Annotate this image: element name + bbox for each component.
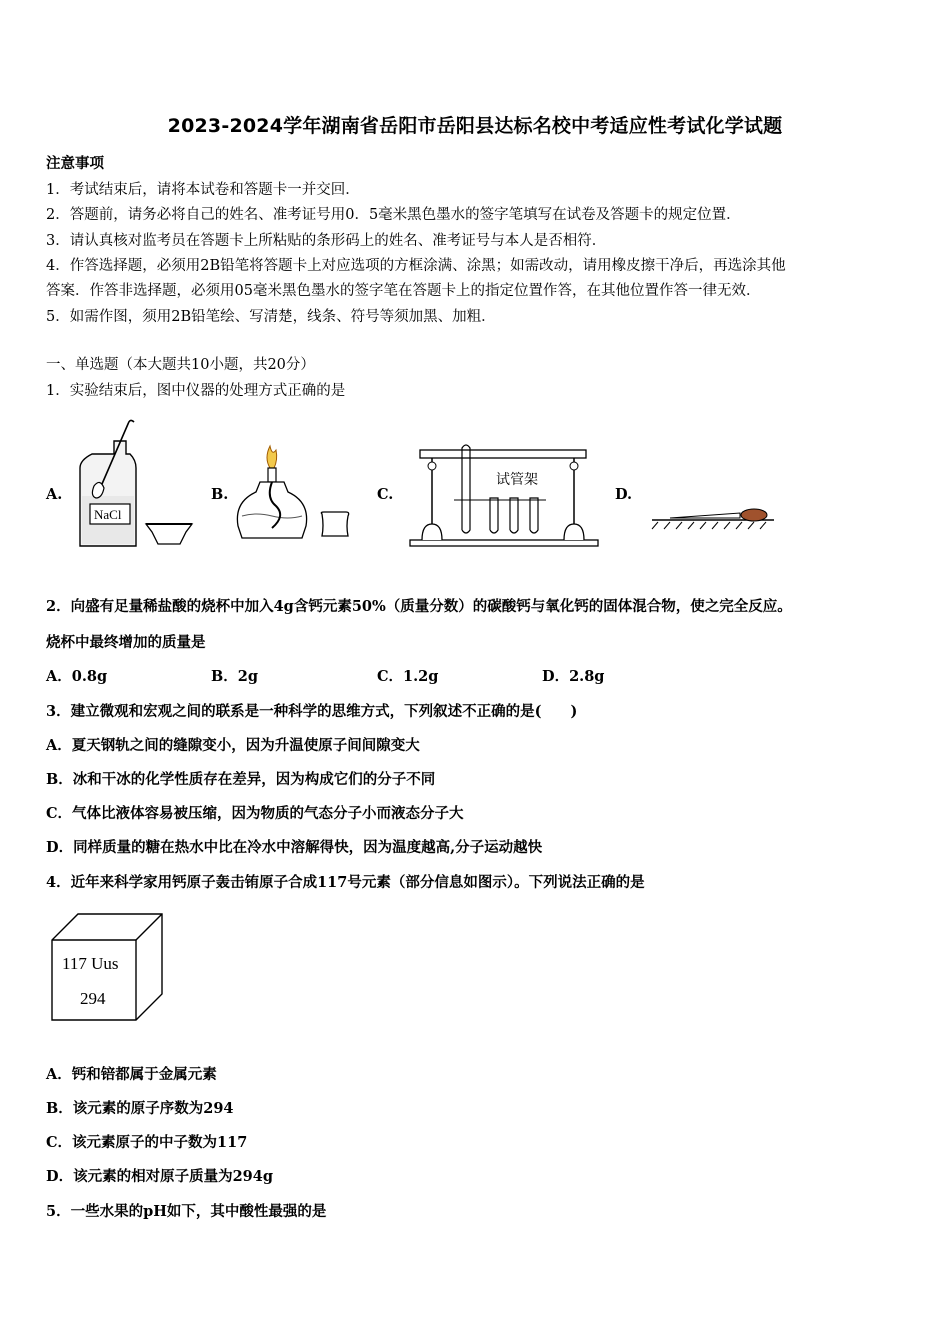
- element-mass-line: 294: [80, 989, 106, 1008]
- q2-option-b: B．2g: [211, 668, 258, 685]
- q2-option-c: C．1.2g: [377, 668, 439, 685]
- reagent-bottle-figure: [74, 416, 199, 552]
- q1-option-a-label: A.: [46, 486, 63, 503]
- notice-item: 答案．作答非选择题，必须用05毫米黑色墨水的签字笔在答题卡上的指定位置作答，在其他位置作答一律无效．: [46, 283, 761, 299]
- dropper-on-table-figure: [648, 504, 778, 530]
- notice-heading: 注意事项: [46, 155, 104, 172]
- q3-option-b: B．冰和干冰的化学性质存在差异，因为构成它们的分子不同: [46, 771, 436, 788]
- section-heading: 一、单选题（本大题共10小题，共20分）: [46, 357, 315, 373]
- q3-option-d: D．同样质量的糖在热水中比在冷水中溶解得快，因为温度越高,分子运动越快: [46, 839, 543, 856]
- q3-option-a: A．夏天钢轨之间的缝隙变小，因为升温使原子间间隙变大: [46, 737, 420, 754]
- rack-label: 试管架: [496, 473, 538, 488]
- nacl-label: NaCl: [94, 507, 122, 522]
- q4-option-c: C．该元素原子的中子数为117: [46, 1134, 248, 1151]
- q4-stem: 4．近年来科学家用钙原子轰击铕原子合成117号元素（部分信息如图示）。下列说法正确的是: [46, 874, 645, 891]
- q2-stem: 2．向盛有足量稀盐酸的烧杯中加入4g含钙元素50%（质量分数）的碳酸钙与氧化钙的固体混合物，使之完全反应。: [46, 598, 792, 615]
- q2-option-d: D．2.8g: [542, 668, 605, 685]
- q1-option-b-label: B.: [211, 486, 229, 503]
- test-tube-rack-figure: [406, 440, 602, 548]
- notice-item: 2．答题前，请务必将自己的姓名、准考证号用0．5毫米黑色墨水的签字笔填写在试卷及答题卡的规定位置．: [46, 207, 741, 223]
- q4-option-b: B．该元素的原子序数为294: [46, 1100, 234, 1117]
- notice-item: 4．作答选择题，必须用2B铅笔将答题卡上对应选项的方框涂满、涂黑；如需改动，请用橡皮擦干净后，再选涂其他: [46, 258, 786, 274]
- q3-stem: 3．建立微观和宏观之间的联系是一种科学的思维方式，下列叙述不正确的是( ): [46, 703, 578, 720]
- q1-option-c-label: C.: [377, 486, 394, 503]
- q5-stem: 5．一些水果的pH如下，其中酸性最强的是: [46, 1203, 327, 1220]
- q1-stem: 1．实验结束后，图中仪器的处理方式正确的是: [46, 383, 346, 399]
- page-title: 2023-2024学年湖南省岳阳市岳阳县达标名校中考适应性考试化学试题: [167, 115, 783, 137]
- q2-option-a: A．0.8g: [46, 668, 108, 685]
- alcohol-lamp-figure: [236, 442, 356, 544]
- element-symbol-line: 117 Uus: [62, 954, 119, 973]
- q4-option-d: D．该元素的相对原子质量为294g: [46, 1168, 273, 1185]
- q3-option-c: C．气体比液体容易被压缩，因为物质的气态分子小而液态分子大: [46, 805, 464, 822]
- element-cube-figure: [50, 912, 165, 1022]
- q1-option-d-label: D.: [615, 486, 633, 503]
- notice-item: 1．考试结束后，请将本试卷和答题卡一并交回．: [46, 182, 360, 198]
- q2-stem-cont: 烧杯中最终增加的质量是: [46, 634, 206, 651]
- notice-item: 5．如需作图，须用2B铅笔绘、写清楚，线条、符号等须加黑、加粗．: [46, 309, 496, 325]
- q4-option-a: A．钙和锫都属于金属元素: [46, 1066, 217, 1083]
- notice-item: 3．请认真核对监考员在答题卡上所粘贴的条形码上的姓名、准考证号与本人是否相符．: [46, 233, 607, 249]
